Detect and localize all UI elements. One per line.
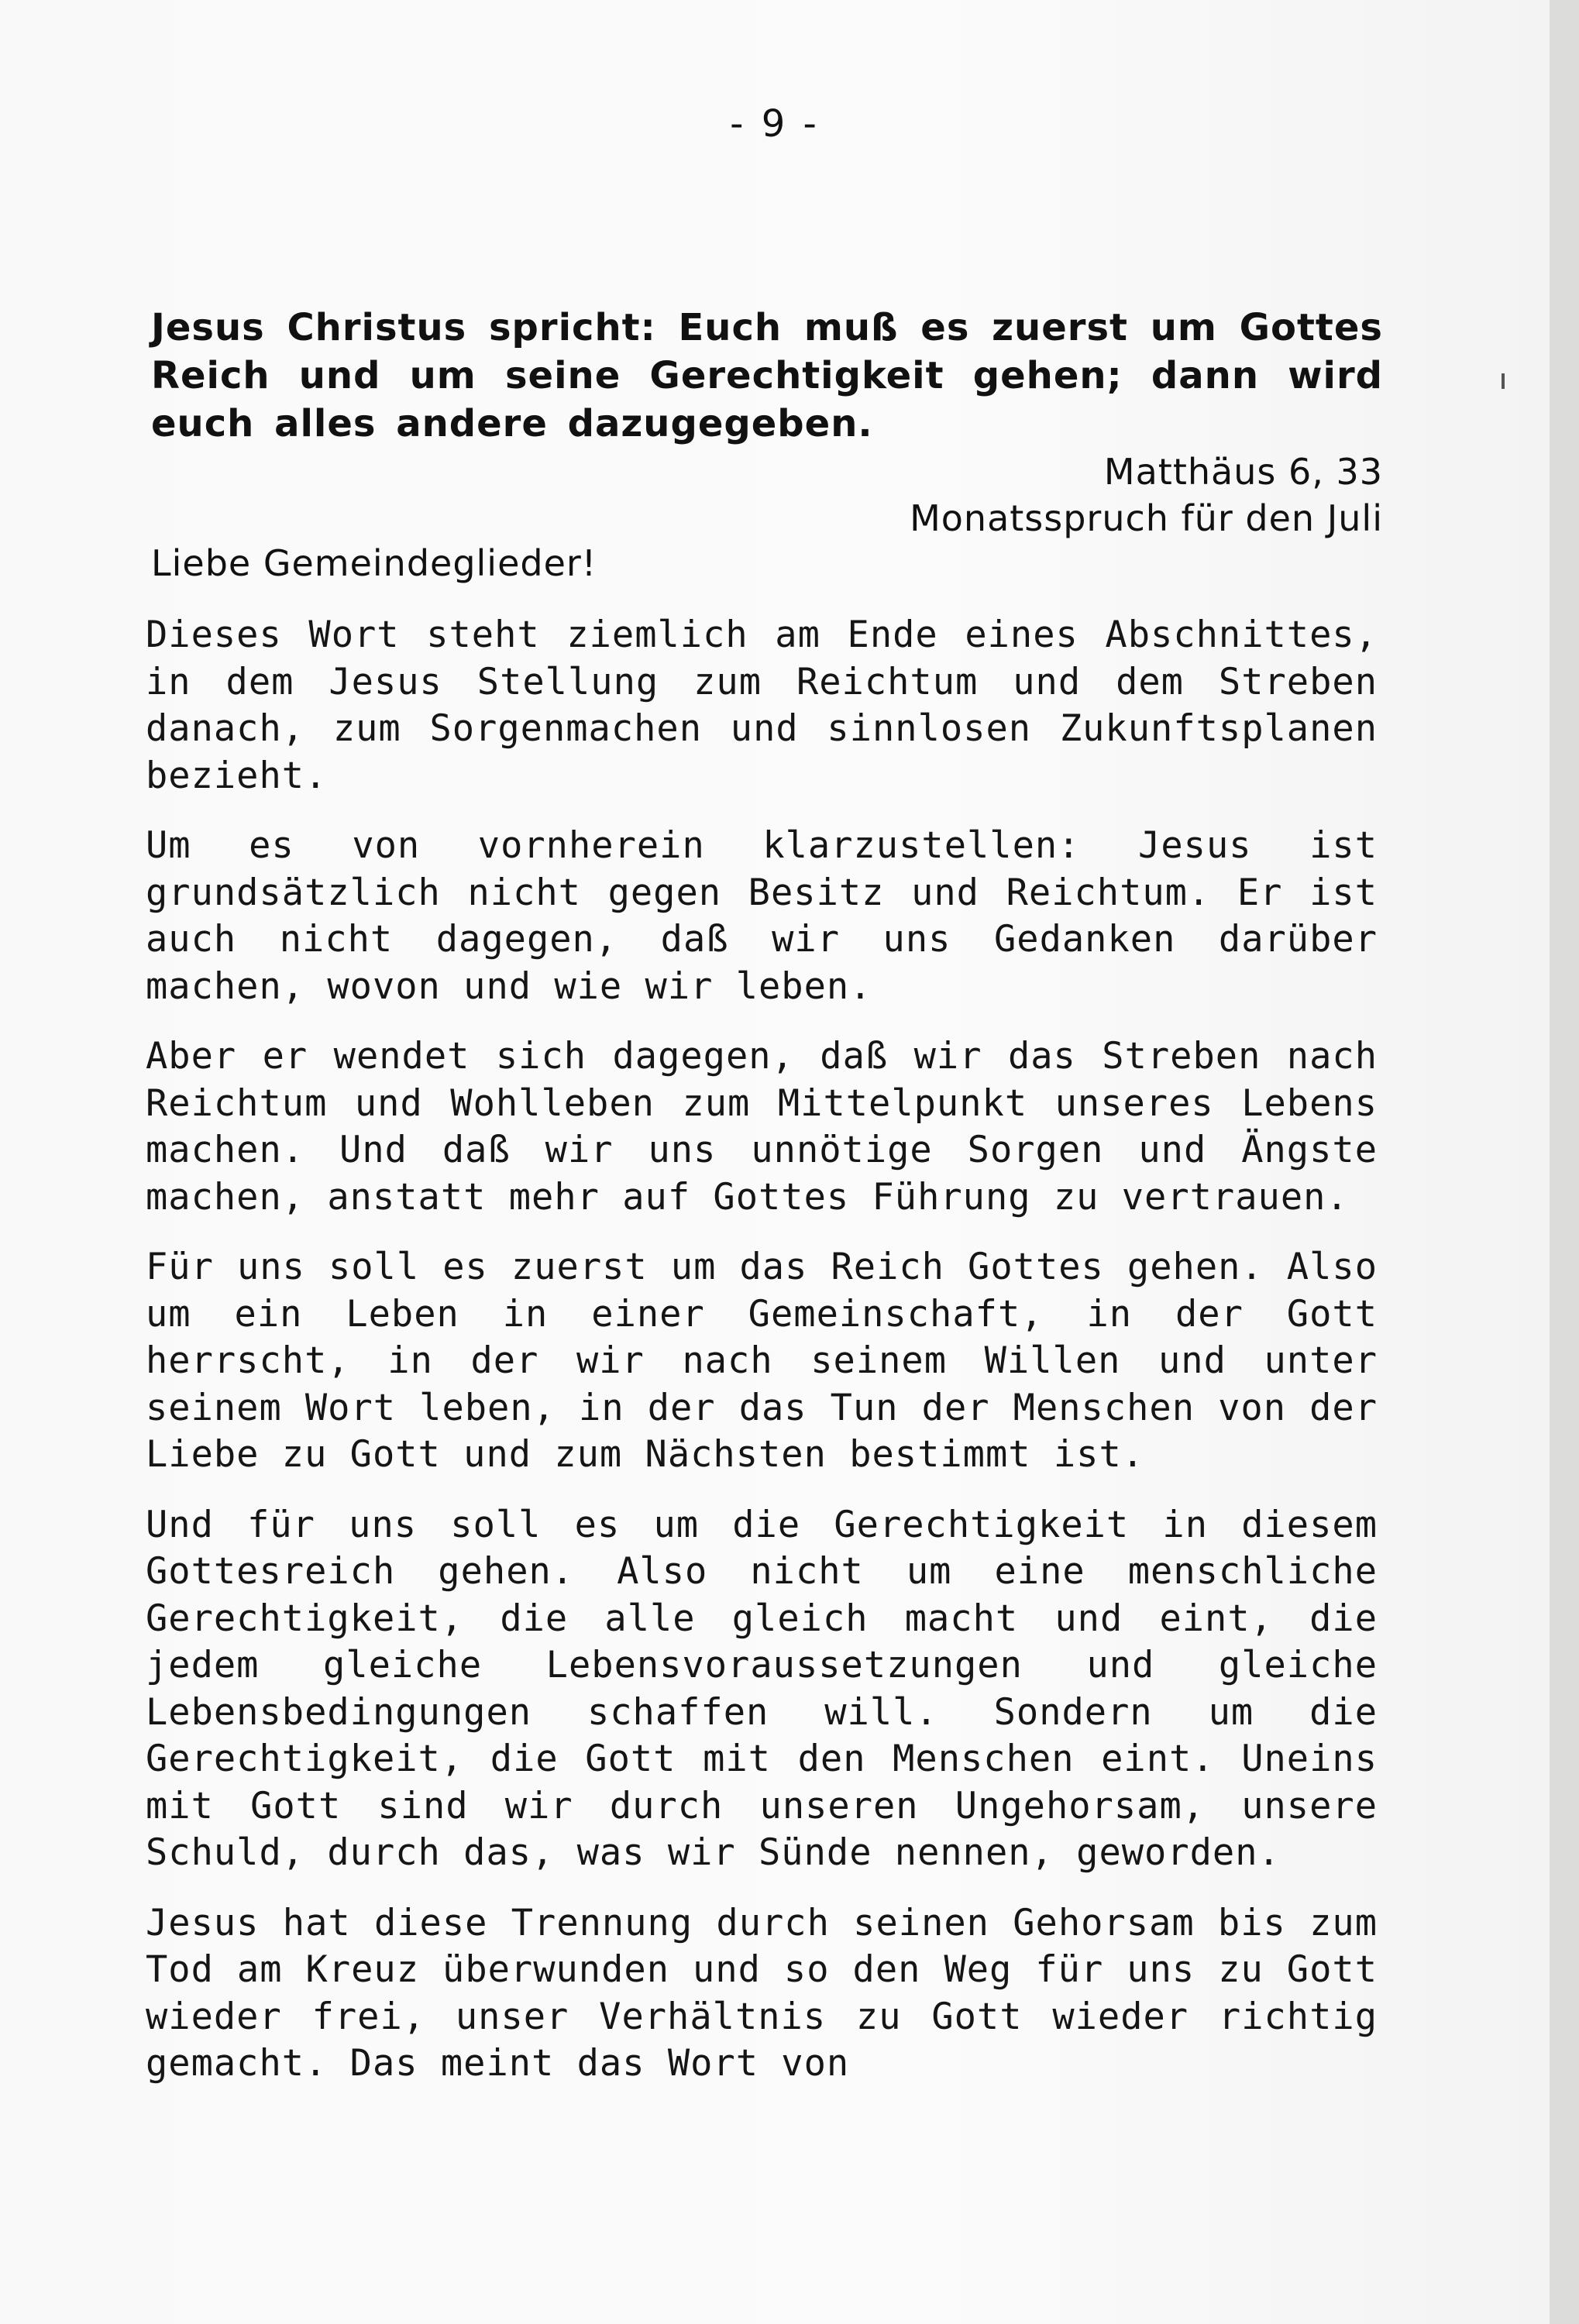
paragraph-2: Um es von vornherein klarzustellen: Jesus ist grundsätzlich nicht gegen Besitz und Reichtum. Er ist auch nicht dagegen, daß wir uns Gedanken darüber machen, wovon und wie wir leben.: [146, 824, 1378, 1008]
monthly-verse-label: Monatsspruch für den Juli: [910, 497, 1383, 539]
page-number: - 9 -: [730, 102, 820, 146]
salutation: Liebe Gemeindeglieder!: [151, 542, 597, 584]
bible-reference: Matthäus 6, 33: [1103, 451, 1383, 493]
paragraph-1: Dieses Wort steht ziemlich am Ende eines Abschnittes, in dem Jesus Stellung zum Reichtum und dem Streben danach, zum Sorgenmachen und sinnlosen Zukunftsplanen bezieht.: [146, 614, 1378, 797]
paragraph-6: Jesus hat diese Trennung durch seinen Gehorsam bis zum Tod am Kreuz überwunden und so den Weg für uns zu Gott wieder frei, unser Verhältnis zu Gott wieder richtig gemacht. Das meint das Wort von: [146, 1901, 1378, 2085]
paragraph-5: Und für uns soll es um die Gerechtigkeit in diesem Gottesreich gehen. Also nicht um eine menschliche Gerechtigkeit, die alle gleich macht und eint, die jedem gleiche Lebensvoraussetzungen und gleiche Lebensbedingungen schaffen will. Sondern um die Gerechtigkeit, die Gott mit den Menschen eint. Uneins mit Gott sind wir durch unseren Ungehorsam, unsere Schuld, durch das, was wir Sünde nennen, geworden.: [146, 1503, 1378, 1874]
page-edge: [1550, 0, 1579, 2324]
bible-quote: Jesus Christus spricht: Euch muß es zuerst um Gottes Reich und um seine Gerechtigkeit gehen; dann wird euch alles andere dazugegeben.: [151, 306, 1383, 445]
body-text: [146, 612, 1378, 2111]
paragraph-3: Aber er wendet sich dagegen, daß wir das Streben nach Reichtum und Wohlleben zum Mittelpunkt unseres Lebens machen. Und daß wir uns unnötige Sorgen und Ängste machen, anstatt mehr auf Gottes Führung zu vertrauen.: [146, 1035, 1378, 1219]
margin-mark: [1502, 373, 1505, 389]
paragraph-4: Für uns soll es zuerst um das Reich Gottes gehen. Also um ein Leben in einer Gemeinschaft, in der Gott herrscht, in der wir nach seinem Willen und unter seinem Wort leben, in der das Tun der Menschen von der Liebe zu Gott und zum Nächsten bestimmt ist.: [146, 1246, 1378, 1476]
